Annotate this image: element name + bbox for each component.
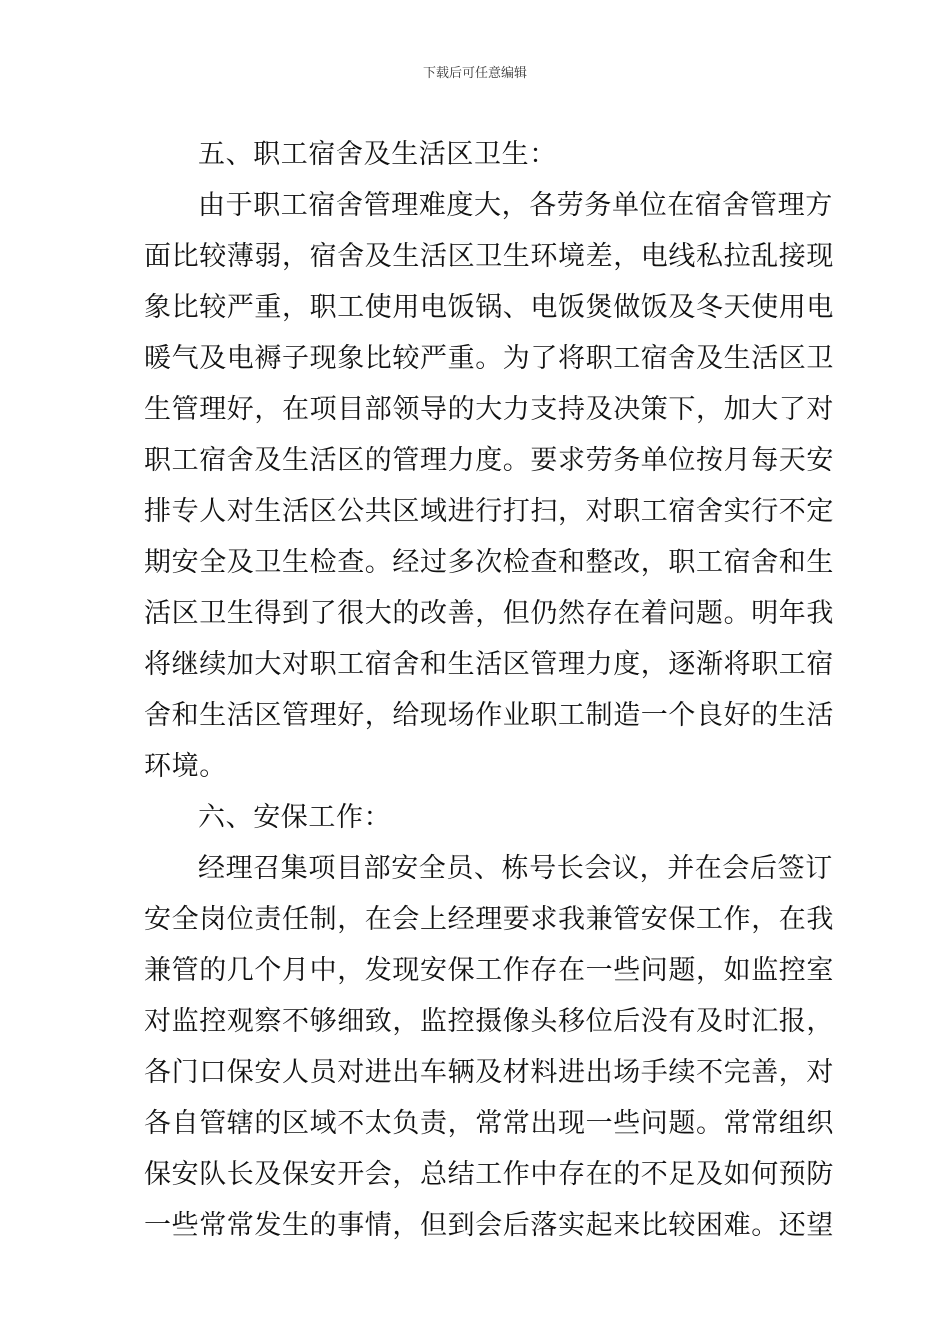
paragraph-line: 将继续加大对职工宿舍和生活区管理力度，逐渐将职工宿 (144, 649, 834, 680)
paragraph-line: 一些常常发生的事情，但到会后落实起来比较困难。还望 (144, 1210, 834, 1241)
paragraph-line: 保安队长及保安开会，总结工作中存在的不足及如何预防 (144, 1159, 834, 1190)
paragraph-line: 面比较薄弱，宿舍及生活区卫生环境差，电线私拉乱接现 (144, 241, 834, 272)
section-heading: 六、安保工作： (198, 802, 392, 833)
paragraph-line: 对监控观察不够细致，监控摄像头移位后没有及时汇报， (144, 1006, 834, 1037)
paragraph-line: 生管理好，在项目部领导的大力支持及决策下，加大了对 (144, 394, 834, 425)
paragraph-line: 象比较严重，职工使用电饭锅、电饭煲做饭及冬天使用电 (144, 292, 834, 323)
paragraph-line: 环境。 (144, 751, 227, 782)
paragraph-line: 舍和生活区管理好，给现场作业职工制造一个良好的生活 (144, 700, 834, 731)
paragraph-line: 由于职工宿舍管理难度大，各劳务单位在宿舍管理方 (198, 190, 833, 221)
paragraph-line: 职工宿舍及生活区的管理力度。要求劳务单位按月每天安 (144, 445, 834, 476)
document-body (144, 129, 834, 1251)
paragraph-line: 各门口保安人员对进出车辆及材料进出场手续不完善，对 (144, 1057, 834, 1088)
section-heading: 五、职工宿舍及生活区卫生： (198, 139, 557, 170)
paragraph-line: 兼管的几个月中，发现安保工作存在一些问题，如监控室 (144, 955, 834, 986)
paragraph-line: 安全岗位责任制，在会上经理要求我兼管安保工作，在我 (144, 904, 834, 935)
paragraph-line: 期安全及卫生检查。经过多次检查和整改，职工宿舍和生 (144, 547, 834, 578)
paragraph-line: 活区卫生得到了很大的改善，但仍然存在着问题。明年我 (144, 598, 834, 629)
header-note: 下载后可任意编辑 (422, 66, 527, 81)
paragraph-line: 各自管辖的区域不太负责，常常出现一些问题。常常组织 (144, 1108, 834, 1139)
paragraph-line: 经理召集项目部安全员、栋号长会议，并在会后签订 (198, 853, 833, 884)
paragraph-line: 排专人对生活区公共区域进行打扫，对职工宿舍实行不定 (144, 496, 834, 527)
paragraph-line: 暖气及电褥子现象比较严重。为了将职工宿舍及生活区卫 (144, 343, 834, 374)
